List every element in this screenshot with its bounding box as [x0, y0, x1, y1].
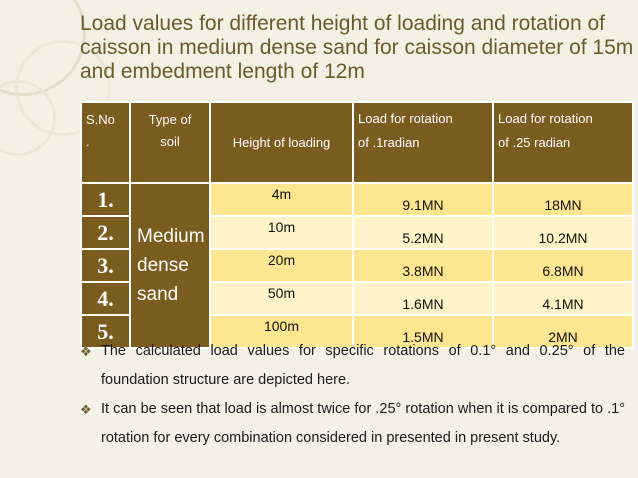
row-sno: 2.: [81, 216, 130, 249]
slide-title: [80, 12, 638, 84]
bullet-text: It can be seen that load is almost twice for .25° rotation when it is compared to .1° rotation for every combination considered in presented in present study.: [101, 401, 625, 446]
header-load-01-radian: [353, 102, 493, 183]
soil-type-line3: sand: [137, 284, 179, 305]
soil-type-line2: dense: [137, 255, 189, 276]
title-line-3: and embedment length of 12m: [80, 60, 365, 83]
header-load1-line2: of .1radian: [358, 135, 420, 150]
header-load2-line2: of .25 radian: [498, 135, 571, 150]
title-line-1: Load values for different height of loading and rotation of: [80, 12, 605, 35]
row-height: 4m: [210, 183, 353, 216]
title-line-2: caisson in medium dense sand for caisson diameter of 15m: [80, 36, 634, 59]
row-load-01: 5.2MN: [353, 216, 493, 249]
soil-type-cell: [130, 183, 210, 348]
row-load-025: 6.8MN: [493, 249, 633, 282]
bullet-item: [80, 337, 625, 395]
header-sno: [81, 102, 130, 183]
bullet-text: The calculated load values for specific rotations of 0.1° and 0.25° of the foundation structure are depicted here.: [101, 343, 625, 388]
row-load-025: 10.2MN: [493, 216, 633, 249]
table-row: [81, 183, 633, 216]
soil-type-line1: Medium: [137, 226, 205, 247]
row-load-025: 4.1MN: [493, 282, 633, 315]
header-sno-line1: S.No: [86, 112, 115, 127]
row-load-01: 1.5MN: [353, 315, 493, 348]
diamond-bullet-icon: ❖: [80, 344, 92, 359]
header-load1-line1: Load for rotation: [358, 111, 453, 126]
bullet-list: [80, 337, 625, 453]
row-sno: 1.: [81, 183, 130, 216]
row-load-025: 18MN: [493, 183, 633, 216]
header-height-of-loading: Height of loading: [210, 102, 353, 183]
header-sno-line2: .: [86, 134, 90, 149]
row-sno: 5.: [81, 315, 130, 348]
header-type-line1: Type of: [148, 112, 192, 127]
row-load-025: 2MN: [493, 315, 633, 348]
header-type-line2: soil: [160, 134, 180, 149]
diamond-bullet-icon: ❖: [80, 402, 92, 417]
header-load-025-radian: [493, 102, 633, 183]
row-height: 50m: [210, 282, 353, 315]
header-type-of-soil: [130, 102, 210, 183]
row-sno: 4.: [81, 282, 130, 315]
load-values-table: [80, 101, 634, 349]
row-load-01: 3.8MN: [353, 249, 493, 282]
row-height: 10m: [210, 216, 353, 249]
table-header-row: [81, 102, 633, 183]
header-load2-line1: Load for rotation: [498, 111, 593, 126]
row-load-01: 9.1MN: [353, 183, 493, 216]
row-load-01: 1.6MN: [353, 282, 493, 315]
row-sno: 3.: [81, 249, 130, 282]
bullet-item: [80, 395, 625, 453]
row-height: 20m: [210, 249, 353, 282]
row-height: 100m: [210, 315, 353, 348]
